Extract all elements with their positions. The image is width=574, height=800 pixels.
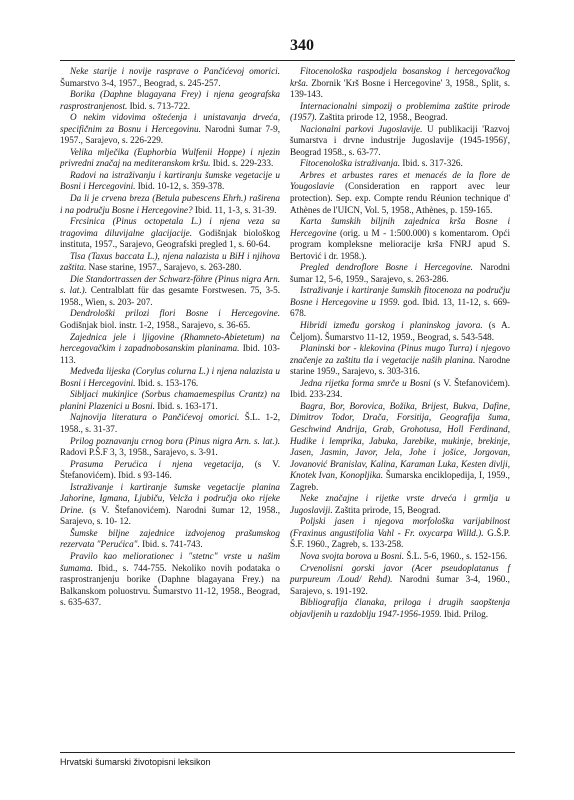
entry-title: Istraživanje i kartiranje šumskih fitocenoza na području Bosne i Hercegovine u 1959. — [290, 285, 510, 307]
entry-details: Š.L. 1-2, 1958., s. 31-37. — [60, 412, 280, 434]
entry-title: Internacionalni simpozij o problemima zaštite prirode (1957). — [290, 100, 510, 123]
entry-details: (s V. Štefanovićem). Ibid. 233-234. — [290, 377, 510, 400]
entry-title: Da li je crvena breza (Betula pubescens Ehrh.) raširena i na području Bosne i Hercegovine? — [60, 193, 280, 215]
entry-title: Frcsinica (Pinus octopetala L.) i njena veza sa tragovima diluvijalne glacijacije. — [60, 216, 280, 238]
entry-details: Ibid. 103-113. — [60, 343, 280, 365]
entry-details: Godišnjak biološkog instituta, 1957., Sarajevo, Geografski pregled 1, s. 60-64. — [60, 227, 280, 250]
bibliography-entry — [60, 436, 280, 459]
bibliography-entry — [60, 216, 280, 251]
entry-details: Ibid. Prilog. — [441, 608, 489, 619]
entry-details: Ibid. s. 713-722. — [127, 100, 191, 111]
entry-details: Radovi P.Š.F 3, 3, 1958., Sarajevo, s. 3-91. — [60, 447, 218, 458]
entry-title: Neke starije i novije rasprave o Pančićevoj omorici. — [70, 66, 280, 76]
bibliography-entry — [290, 66, 510, 101]
entry-details: Ibid. 11, 1-3, s. 31-39. — [192, 204, 277, 215]
bibliography-entry — [290, 216, 510, 262]
bibliography-entry — [60, 459, 280, 482]
left-column — [60, 66, 280, 609]
footer-rule — [60, 752, 515, 753]
bibliography-entry — [290, 158, 510, 170]
entry-title: Pravilo kao meliorationec i "stetnc" vrste u našim šumama. — [60, 550, 280, 573]
entry-details: Zaštita prirode, 15, Beograd. — [332, 504, 441, 515]
bibliography-entry — [60, 274, 280, 309]
entry-title: Poljski jasen i njegova morfološka varijabilnost (Fraxinus angustifolia Vahl - Fr. oxycarpa Willd.). — [290, 516, 510, 538]
entry-details: Ibid. 10-12, s. 359-378. — [135, 181, 225, 192]
entry-details: Ibid. s. 317-326. — [400, 158, 463, 169]
entry-details: Narodne starine 1959., Sarajevo, s. 303-316. — [290, 354, 510, 377]
bibliography-entry — [60, 251, 280, 274]
entry-title: Nacionalni parkovi Jugoslavije. — [300, 123, 423, 134]
bibliography-entry — [60, 551, 280, 609]
entry-details: Zbornik 'Krš Bosne i Hercegovine' 3, 1958., Split, s. 139-143. — [290, 77, 510, 100]
entry-title: Karta šumskih biljnih zajednica krša Bosne i Hercegovine — [290, 216, 510, 238]
entry-title: Medveđa lijeska (Corylus colurna L.) i njena nalazista u Bosni i Hercegovini. — [60, 366, 280, 388]
right-column — [290, 66, 510, 620]
entry-title: Hibridi između gorskog i planinskog javora. — [300, 320, 483, 331]
bibliography-entry — [290, 493, 510, 516]
entry-details: Zaštita prirode 12, 1958., Beograd. — [316, 112, 448, 123]
bibliography-entry — [290, 101, 510, 124]
entry-details: Centralblatt für das gesamte Forstwesen. 75, 3-5. 1958., Wien, s. 203- 207. — [60, 285, 280, 307]
bibliography-entry — [290, 285, 510, 320]
entry-details: Ibid. s. 153-176. — [135, 377, 199, 388]
bibliography-entry — [290, 563, 510, 598]
entry-details: Narodni šumar 7-9, 1957., Sarajevo, s. 226-229. — [60, 123, 281, 146]
bibliography-entry — [60, 147, 280, 170]
entry-title: Fitocenološka raspodjela bosanskog i hercegovačkog krša. — [290, 66, 510, 88]
entry-title: Velika mlječika (Euphorbia Wulfenii Hoppe) i njezin privredni značaj na mediteranskom kršu. — [60, 146, 280, 169]
entry-details: Narodni šumar 3-4, 1960., Sarajevo, s. 191-192. — [290, 574, 510, 596]
entry-title: Planinski bor - klekovina (Pinus mugo Turra) i njegovo značenje za zaštitu tla i vegetacije naših planina. — [290, 343, 510, 365]
bibliography-entry — [290, 401, 510, 493]
entry-details: (s V. Štefanovićem). Ibid. s 93-146. — [60, 458, 280, 481]
entry-details: (s V. Štefanovićem). Narodni šumar 12, 1958., Sarajevo, s. 10- 12. — [60, 504, 280, 527]
entry-title: Prasuma Perućica i njena vegetacija, — [70, 458, 244, 469]
entry-title: Tisa (Taxus baccata L.), njena nalazista u BiH i njihova zaštita. — [60, 250, 280, 273]
bibliography-entry — [60, 332, 280, 367]
entry-details: Narodni šumar 12, 5-6, 1959., Sarajevo, s. 263-286. — [290, 262, 510, 284]
bibliography-entry — [290, 551, 510, 563]
bibliography-entry — [60, 412, 280, 435]
entry-title: Radovi na istraživanju i kartiranju šumske vegetacije u Bosni i Hercegovini. — [60, 169, 280, 192]
page-footer: Hrvatski šumarski životopisni leksikon — [60, 757, 211, 767]
bibliography-entry — [290, 516, 510, 551]
entry-title: Jedna rijetka forma smrče u Bosni — [300, 377, 431, 388]
entry-title: Prilog poznavanju crnog bora (Pinus nigra Arn. s. lat.). — [70, 435, 280, 446]
entry-title: Die Standortrassen der Schwarz-föhre (Pinus nigra Arn. s. lat.). — [60, 273, 280, 296]
bibliography-entry — [60, 482, 280, 528]
bibliography-entry — [290, 597, 510, 620]
entry-title: Šumske biljne zajednice izdvojenog prašumskog rezervata "Perućica". — [60, 527, 280, 550]
page-number: 340 — [290, 37, 314, 54]
entry-title: Fitocenološka istraživanja. — [300, 158, 401, 169]
entry-title: Bagra, Bor, Borovica, Božika, Brijest, Bukva, Dafine, Dimitrov Todor, Drača, Forsitija, Geografija šuma, Geschwind Andrija, Grab, Grohotusa, Holl Ferdinand, Hudike i lemprika, Jabuka, Jarebike, mukinje, brekinje, Jasen, Jasmin, Javor, Jela, Johe i jošice, Jorgovan, Jovanović Branislav, Kalina, Karaman Luka, Kesten divlji, Knotek Ivan, Konopljika. — [290, 400, 510, 481]
entry-details: Godišnjak biol. instr. 1-2, 1958., Sarajevo, s. 36-65. — [60, 320, 251, 331]
entry-title: Istraživanje i kartiranje šumske vegetacije planina Jahorine, Igmana, Ljubiču, Velcža i područja oko rijeke Drine. — [60, 481, 280, 515]
entry-details: Nase starine, 1957., Sarajevo, s. 263-280. — [86, 262, 242, 273]
bibliography-entry — [60, 89, 280, 112]
entry-details: Šumarstvo 3-4, 1957., Beograd, s. 245-257. — [60, 77, 221, 88]
entry-details: (s A. Čeljom). Šumarstvo 11-12, 1959., Beograd, s. 543-548. — [290, 320, 510, 342]
entry-title: Dendrološki prilozi flori Bosne i Hercegovine. — [70, 308, 280, 319]
bibliography-entry — [290, 262, 510, 285]
bibliography-entry — [60, 528, 280, 551]
bibliography-entry — [60, 170, 280, 193]
entry-title: Crvenolisni gorski javor (Acer pseudoplatanus f purpureum /Loud/ Rehd). — [290, 562, 510, 585]
entry-details: Ibid. s. 741-743. — [139, 539, 203, 550]
entry-details: Ibid. s. 163-171. — [154, 400, 218, 411]
bibliography-entry — [290, 378, 510, 401]
bibliography-entry — [290, 320, 510, 343]
bibliography-entry — [290, 343, 510, 378]
entry-title: O nekim vidovima oštećenja i unistavanja drveća, specifičnim za Bosnu i Hercegovinu. — [60, 112, 280, 134]
bibliography-entry — [60, 389, 280, 412]
entry-title: Arbres et arbustes rares et menacés de la flore de Yougoslavie — [290, 169, 510, 192]
entry-title: Neke značajne i rijetke vrste drveća i grmlja u Jugoslaviji. — [290, 493, 510, 515]
header-rule — [60, 60, 515, 61]
bibliography-entry — [290, 170, 510, 216]
entry-details: (Consideration en rapport avec leur protection). Sep. exp. Compte rendu Réunion technique d' Athènes de l'UICN, Vol. 5, 1958., Athènes, p. 159-165. — [290, 181, 510, 215]
entry-title: Sibljaci mukinjice (Sorbus chamaemespilus Crantz) na planini Plazenici u Bosni. — [60, 389, 280, 411]
entry-title: Nova svojta borova u Bosni. — [300, 550, 405, 561]
entry-title: Zajednica jele i ljigovine (Rhamneto-Abietetum) na hercegovačkim i zapadnobosanskim planinama. — [60, 331, 280, 354]
bibliography-entry — [60, 112, 280, 147]
bibliography-entry — [60, 308, 280, 331]
bibliography-entry — [60, 366, 280, 389]
entry-details: G.Š.P. Š.F. 1960., Zagreb, s. 133-258. — [290, 527, 510, 550]
entry-title: Pregled dendroflore Bosne i Hercegovine. — [300, 262, 473, 273]
entry-title: Bibliografija članaka, priloga i drugih saopštenja objavljenih u razdoblju 1947-1956-1959. — [290, 597, 510, 619]
bibliography-entry — [60, 66, 280, 89]
bibliography-entry — [60, 193, 280, 216]
entry-details: Ibid., s. 744-755. Nekoliko novih podataka o rasprostranjenju borike (Daphne blagayana Frey.) na Balkanskom poluostrvu. Šumarstvo 11-12, 1958., Beograd, s. 635-637. — [60, 562, 280, 608]
entry-title: Najnovija literatura o Pančićevoj omorici. — [70, 412, 240, 423]
bibliography-entry — [290, 124, 510, 159]
entry-details: Ibid. s. 229-233. — [210, 158, 274, 169]
entry-details: Š.L. 5-6, 1960., s. 152-156. — [404, 550, 508, 561]
entry-details: god. Ibid. 13, 11-12, s. 669-678. — [290, 296, 510, 319]
entry-details: Šumarska enciklopedija, I, 1959., Zagreb. — [290, 470, 510, 492]
entry-details: (orig. u M - 1:500.000) s komentarom. Opći program kompleksne melioracije krša FNRJ apud S. Bertović i dr. 1958.). — [290, 227, 510, 261]
entry-details: U publikaciji 'Razvoj šumarstva i drvne industrije Jugoslavije (1945-1956)', Beograd 1958., s. 63-77. — [290, 123, 510, 157]
entry-title: Borika (Daphne blagayana Frey) i njena geografska rasprostranjenost. — [60, 89, 280, 111]
